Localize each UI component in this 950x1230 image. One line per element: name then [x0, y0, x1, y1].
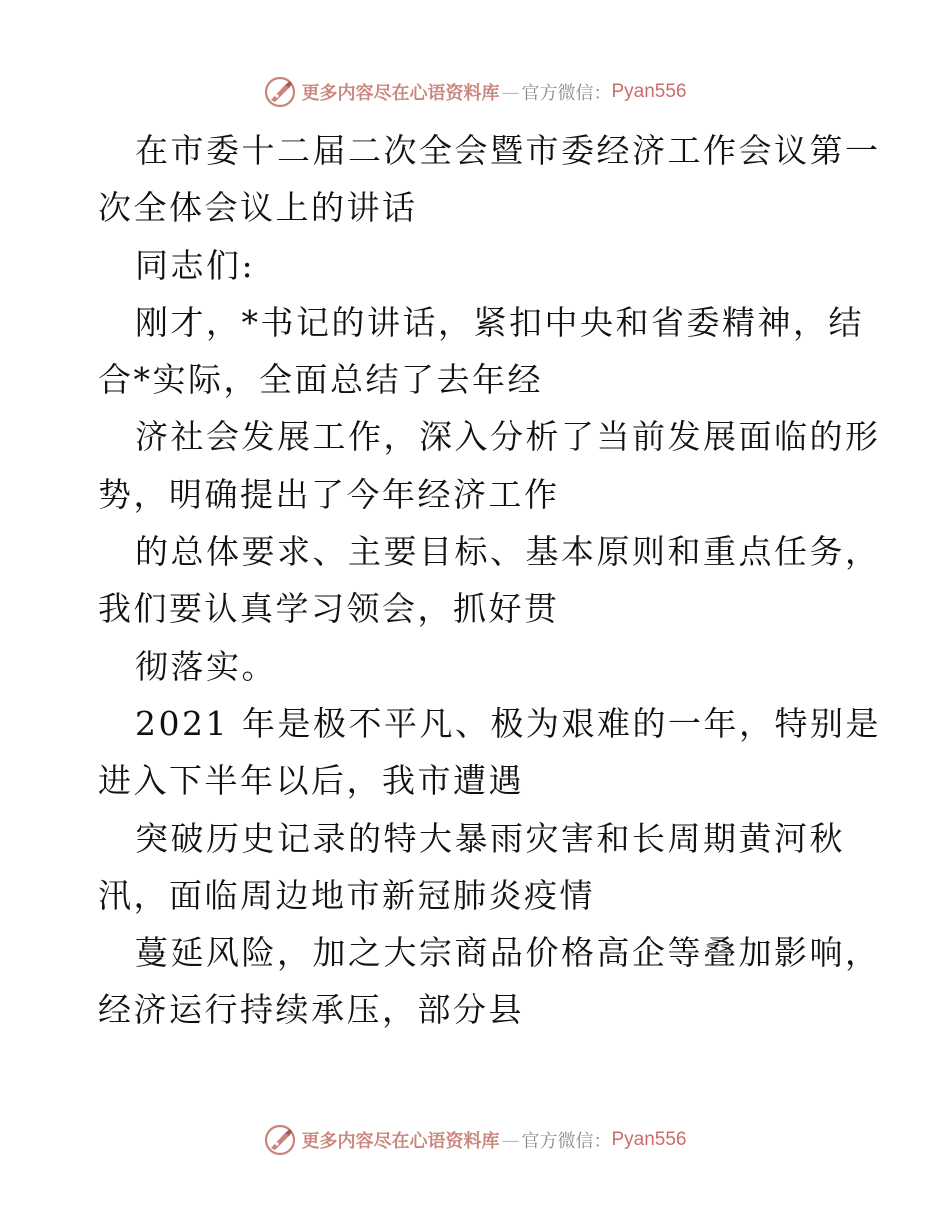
watermark-wechat-id: Pyan556	[611, 81, 687, 102]
watermark-separator: —	[501, 81, 520, 103]
pen-nib-circle-icon	[263, 75, 297, 109]
watermark-brand-text: 更多内容尽在心语资料库	[301, 1131, 500, 1152]
paragraph-line: 刚才，*书记的讲话，紧扣中央和省委精神，结	[135, 302, 864, 342]
pen-nib-circle-icon	[263, 1123, 297, 1157]
watermark-footer	[0, 1120, 950, 1160]
paragraph-line: 彻落实。	[135, 646, 277, 686]
paragraph-line: 济社会发展工作，深入分析了当前发展面临的形	[135, 417, 881, 457]
watermark-wechat-id: Pyan556	[611, 1129, 687, 1150]
paragraph-line: 2021 年是极不平凡、极为艰难的一年，特别是	[135, 703, 881, 743]
paragraph-line: 进入下半年以后，我市遭遇	[98, 761, 524, 801]
watermark-brand-text: 更多内容尽在心语资料库	[301, 83, 500, 104]
document-title-line-1: 在市委十二届二次全会暨市委经济工作会议第一	[135, 131, 881, 170]
paragraph-line: 的总体要求、主要目标、基本原则和重点任务，	[135, 532, 881, 572]
paragraph-line: 经济运行持续承压，部分县	[98, 990, 524, 1030]
paragraph-line: 势，明确提出了今年经济工作	[98, 474, 560, 514]
document-title-line-2: 次全体会议上的讲话	[98, 188, 418, 228]
watermark-header	[0, 72, 950, 112]
paragraph-line: 突破历史记录的特大暴雨灾害和长周期黄河秋	[135, 818, 845, 858]
paragraph-line: 蔓延风险，加之大宗商品价格高企等叠加影响，	[135, 933, 881, 973]
watermark-wechat-label: 官方微信：	[521, 83, 612, 104]
salutation: 同志们:	[135, 245, 256, 285]
paragraph-line: 我们要认真学习领会，抓好贯	[98, 589, 560, 629]
watermark-separator: —	[501, 1129, 520, 1151]
document-body	[98, 122, 881, 1039]
paragraph-line: 汛，面临周边地市新冠肺炎疫情	[98, 875, 595, 915]
watermark-wechat-label: 官方微信：	[521, 1131, 612, 1152]
paragraph-line: 合*实际，全面总结了去年经	[98, 360, 543, 400]
